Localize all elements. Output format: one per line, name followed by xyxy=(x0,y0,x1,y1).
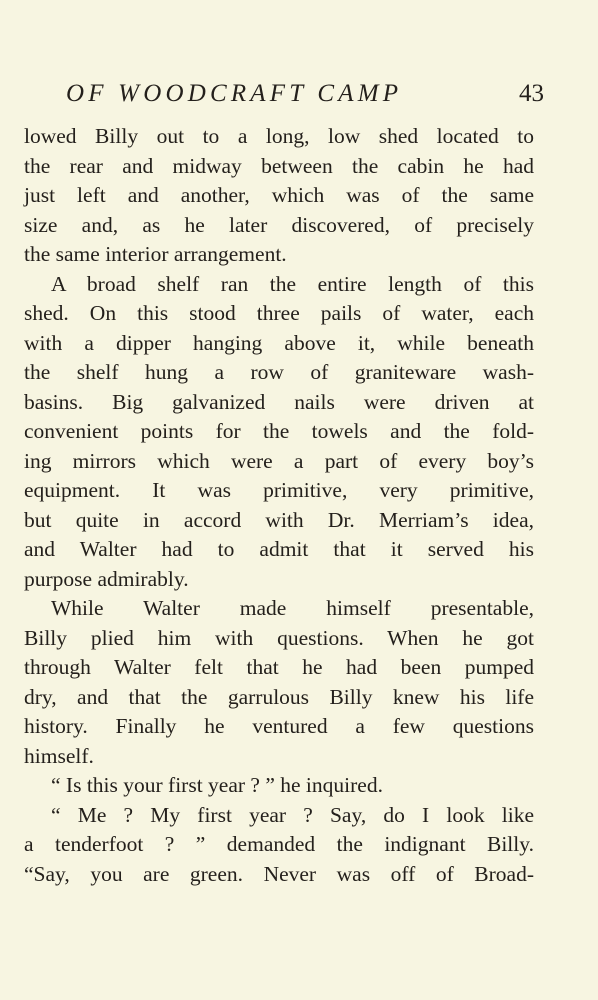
page-number: 43 xyxy=(519,80,544,107)
text-line: lowed Billy out to a long, low shed located to xyxy=(24,124,534,148)
text-line: and Walter had to admit that it served his xyxy=(24,537,534,561)
text-line: the same interior arrangement. xyxy=(24,242,287,266)
text-line: basins. Big galvanized nails were driven at xyxy=(24,389,534,414)
text-line: Billy plied him with questions. When he got xyxy=(24,625,534,650)
text-line: the shelf hung a row of graniteware wash- xyxy=(24,360,534,384)
text-line: “Say, you are green. Never was off of Broad- xyxy=(24,861,534,886)
text-line: “ Me ? My first year ? Say, do I look like xyxy=(51,802,534,827)
body-text xyxy=(24,122,534,889)
text-line: the rear and midway between the cabin he had xyxy=(24,153,534,178)
text-line: equipment. It was primitive, very primitive, xyxy=(24,478,534,502)
text-line: “ Is this your first year ? ” he inquired. xyxy=(51,773,383,797)
running-title: OF WOODCRAFT CAMP xyxy=(66,80,403,107)
text-line: history. Finally he ventured a few questions xyxy=(24,714,534,738)
text-line: dry, and that the garrulous Billy knew his life xyxy=(24,684,534,709)
text-line: ing mirrors which were a part of every boy’s xyxy=(24,448,534,473)
text-line: with a dipper hanging above it, while beneath xyxy=(24,330,534,355)
text-line: A broad shelf ran the entire length of this xyxy=(51,271,534,296)
text-line: size and, as he later discovered, of precisely xyxy=(24,212,534,237)
text-line: just left and another, which was of the same xyxy=(24,183,534,207)
text-line: himself. xyxy=(24,743,94,768)
text-line: a tenderfoot ? ” demanded the indignant Billy. xyxy=(24,832,534,856)
text-line: purpose admirably. xyxy=(24,566,189,591)
text-line: While Walter made himself presentable, xyxy=(51,596,534,620)
text-line: convenient points for the towels and the fold- xyxy=(24,419,534,443)
text-line: through Walter felt that he had been pumped xyxy=(24,655,534,679)
text-line: shed. On this stood three pails of water, each xyxy=(24,301,534,325)
running-head xyxy=(66,76,544,112)
text-line: but quite in accord with Dr. Merriam’s idea, xyxy=(24,507,534,532)
